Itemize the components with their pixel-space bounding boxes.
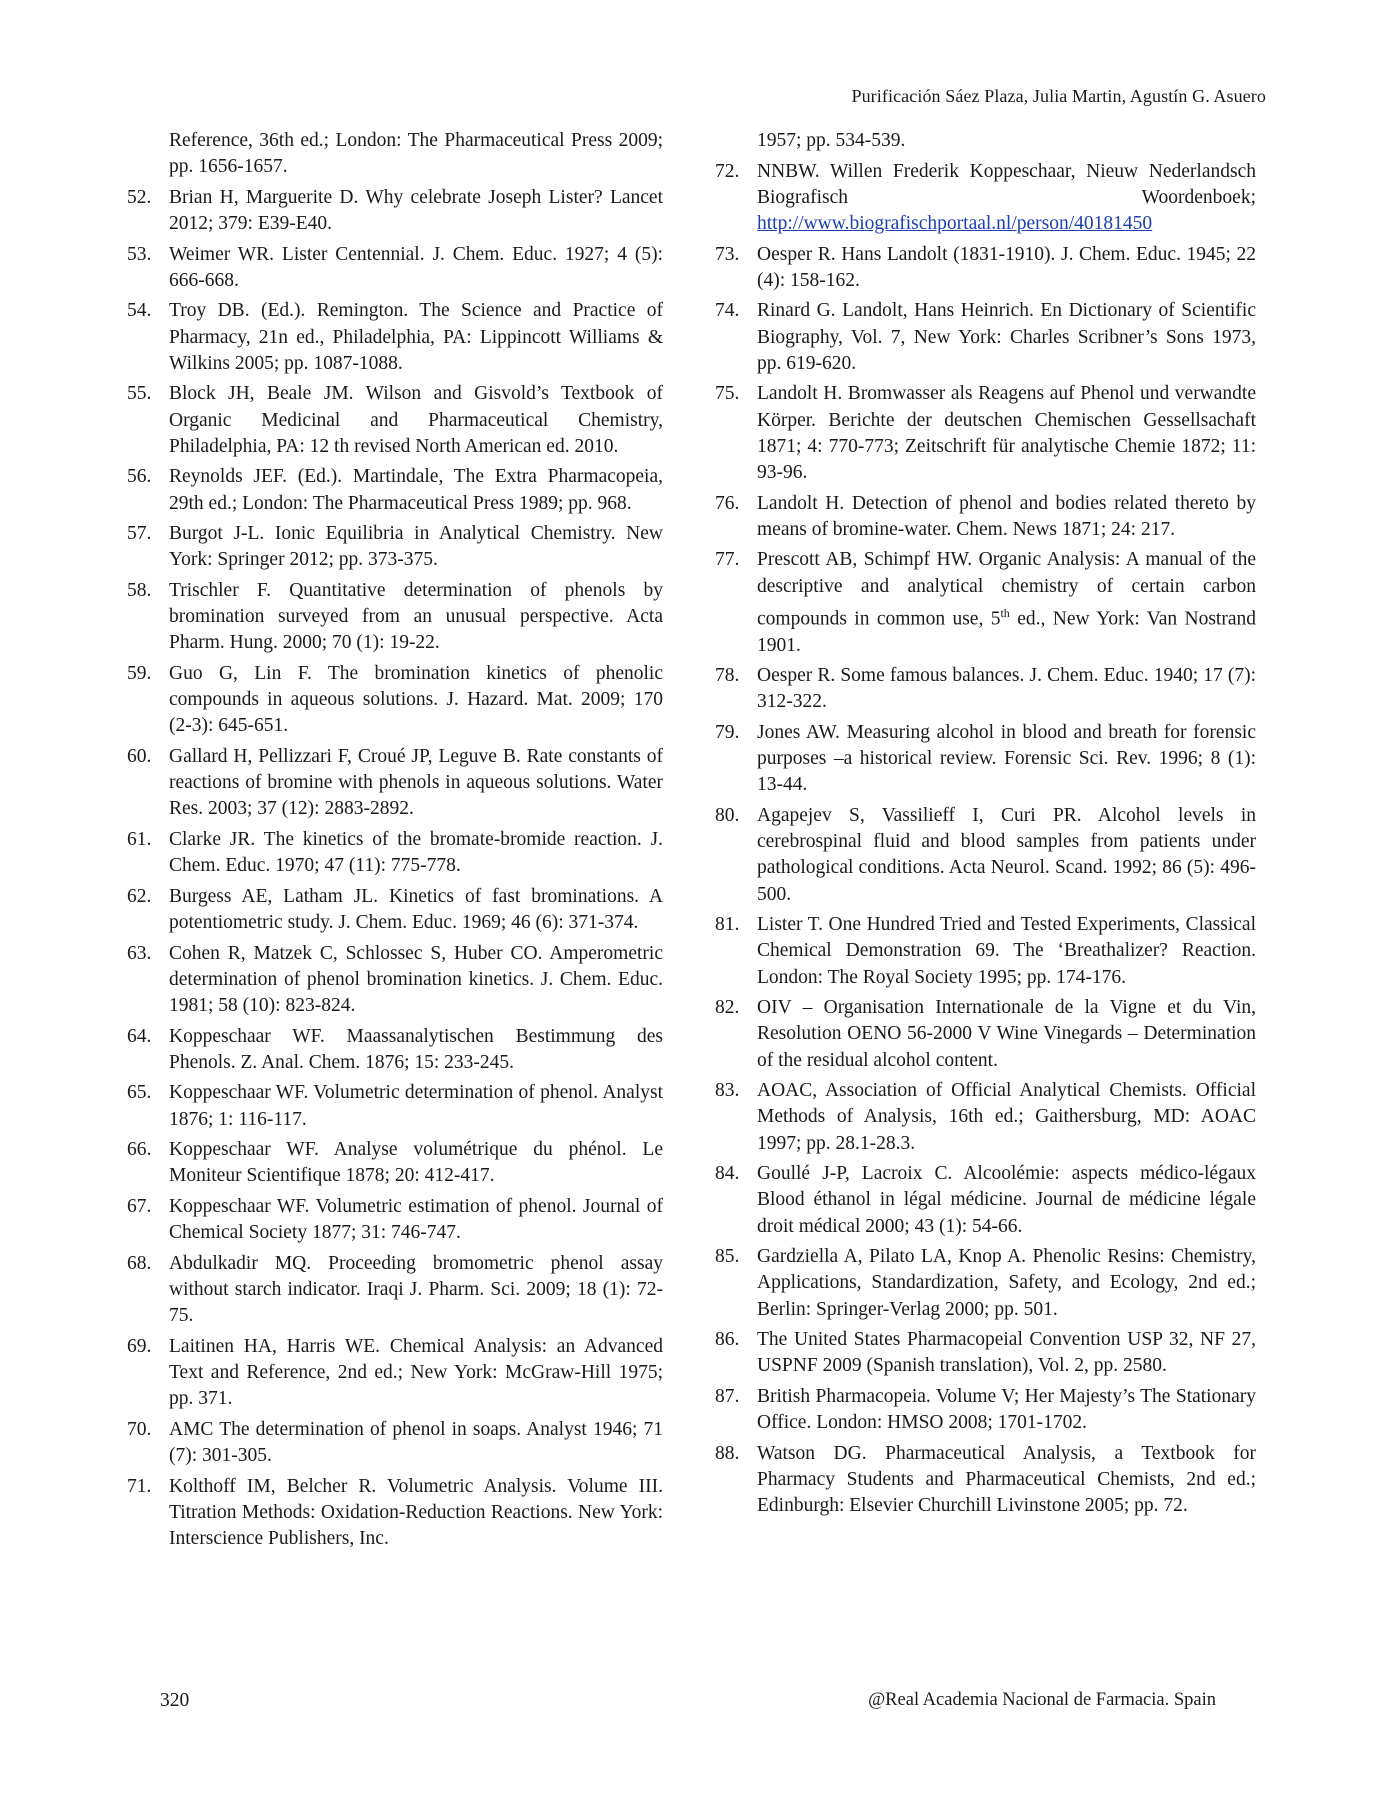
references-left-column bbox=[127, 128, 663, 1557]
references-right-column bbox=[715, 128, 1256, 1524]
reference-88 bbox=[715, 1441, 1256, 1520]
reference-58 bbox=[127, 578, 663, 657]
reference-63 bbox=[127, 941, 663, 1020]
reference-52 bbox=[127, 185, 663, 237]
reference-86 bbox=[715, 1327, 1256, 1379]
biografischportaal-link[interactable]: http://www.biografischportaal.nl/person/40181450 bbox=[757, 213, 1153, 234]
reference-number: 59. bbox=[127, 662, 152, 684]
reference-text: Weimer WR. Lister Centennial. J. Chem. Educ. 1927; 4 (5): 666-668. bbox=[169, 243, 663, 291]
reference-53 bbox=[127, 242, 663, 294]
reference-57 bbox=[127, 521, 663, 573]
reference-text: Oesper R. Some famous balances. J. Chem. Educ. 1940; 17 (7): 312-322. bbox=[757, 665, 1256, 713]
reference-text: Block JH, Beale JM. Wilson and Gisvold’s Textbook of Organic Medicinal and Pharmaceutical Chemistry, Philadelphia, PA: 12 th revised North American ed. 2010. bbox=[169, 383, 663, 457]
reference-text: Burgot J-L. Ionic Equilibria in Analytical Chemistry. New York: Springer 2012; pp. 373-375. bbox=[169, 523, 663, 571]
reference-text: Prescott AB, Schimpf HW. Organic Analysis: A manual of the descriptive and analytical chemistry of certain carbon compounds in common use, 5 bbox=[757, 549, 1256, 630]
reference-81 bbox=[715, 912, 1256, 991]
reference-number: 57. bbox=[127, 523, 152, 545]
reference-number: 71. bbox=[127, 1475, 152, 1497]
reference-text: Agapejev S, Vassilieff I, Curi PR. Alcohol levels in cerebrospinal fluid and blood samples from patients under pathological conditions. Acta Neurol. Scand. 1992; 86 (5): 496-500. bbox=[757, 804, 1256, 905]
superscript-th: th bbox=[1000, 605, 1010, 620]
reference-text: Cohen R, Matzek C, Schlossec S, Huber CO. Amperometric determination of phenol bromination kinetics. J. Chem. Educ. 1981; 58 (10): 823-824. bbox=[169, 942, 663, 1016]
reference-number: 68. bbox=[127, 1252, 152, 1274]
reference-71-continuation bbox=[715, 128, 1256, 154]
reference-number: 81. bbox=[715, 914, 740, 936]
reference-number: 54. bbox=[127, 300, 152, 322]
reference-number: 75. bbox=[715, 383, 740, 405]
reference-66 bbox=[127, 1137, 663, 1189]
reference-number: 61. bbox=[127, 828, 152, 850]
reference-51-continuation bbox=[127, 128, 663, 180]
reference-60 bbox=[127, 744, 663, 823]
reference-85 bbox=[715, 1244, 1256, 1323]
reference-83 bbox=[715, 1078, 1256, 1157]
reference-text: Gallard H, Pellizzari F, Croué JP, Leguve B. Rate constants of reactions of bromine with phenols in aqueous solutions. Water Res. 2003; 37 (12): 2883-2892. bbox=[169, 745, 663, 820]
reference-number: 85. bbox=[715, 1246, 740, 1268]
reference-69 bbox=[127, 1334, 663, 1413]
reference-73 bbox=[715, 242, 1256, 294]
reference-number: 70. bbox=[127, 1418, 152, 1440]
reference-text: AMC The determination of phenol in soaps. Analyst 1946; 71 (7): 301-305. bbox=[169, 1418, 663, 1466]
reference-number: 80. bbox=[715, 804, 740, 826]
reference-54 bbox=[127, 298, 663, 377]
reference-number: 63. bbox=[127, 942, 152, 964]
reference-text: OIV – Organisation Internationale de la Vigne et du Vin, Resolution OENO 56-2000 V Wine Vinegards – Determination of the residual alcohol content. bbox=[757, 997, 1256, 1071]
reference-61 bbox=[127, 827, 663, 879]
running-head-authors: Purificación Sáez Plaza, Julia Martin, Agustín G. Asuero bbox=[851, 86, 1266, 106]
reference-text: Kolthoff IM, Belcher R. Volumetric Analysis. Volume III. Titration Methods: Oxidation-Reduction Reactions. New York: Interscience Publishers, Inc. bbox=[169, 1475, 663, 1549]
reference-71 bbox=[127, 1474, 663, 1553]
reference-62 bbox=[127, 884, 663, 936]
reference-number: 77. bbox=[715, 549, 740, 571]
reference-number: 88. bbox=[715, 1442, 740, 1464]
page-number: 320 bbox=[160, 1690, 190, 1711]
reference-text: Lister T. One Hundred Tried and Tested Experiments, Classical Chemical Demonstration 69. The ‘Breathalizer? Reaction. London: The Royal Society 1995; pp. 174-176. bbox=[757, 914, 1256, 988]
reference-text: Gardziella A, Pilato LA, Knop A. Phenolic Resins: Chemistry, Applications, Standardization, Safety, and Ecology, 2nd ed.; Berlin: Springer-Verlag 2000; pp. 501. bbox=[757, 1246, 1256, 1320]
reference-text: Rinard G. Landolt, Hans Heinrich. En Dictionary of Scientific Biography, Vol. 7, New York: Charles Scribner’s Sons 1973, pp. 619-620. bbox=[757, 300, 1256, 374]
reference-number: 79. bbox=[715, 721, 740, 743]
reference-number: 69. bbox=[127, 1335, 152, 1357]
reference-number: 83. bbox=[715, 1080, 740, 1102]
reference-65 bbox=[127, 1080, 663, 1132]
reference-text: Reynolds JEF. (Ed.). Martindale, The Extra Pharmacopeia, 29th ed.; London: The Pharmaceutical Press 1989; pp. 968. bbox=[169, 466, 663, 514]
reference-number: 55. bbox=[127, 383, 152, 405]
reference-number: 67. bbox=[127, 1195, 152, 1217]
reference-number: 65. bbox=[127, 1082, 152, 1104]
reference-number: 52. bbox=[127, 186, 152, 208]
reference-67 bbox=[127, 1194, 663, 1246]
reference-text: Guo G, Lin F. The bromination kinetics of phenolic compounds in aqueous solutions. J. Hazard. Mat. 2009; 170 (2-3): 645-651. bbox=[169, 662, 663, 737]
reference-number: 87. bbox=[715, 1385, 740, 1407]
reference-87 bbox=[715, 1384, 1256, 1436]
reference-text: Watson DG. Pharmaceutical Analysis, a Textbook for Pharmacy Students and Pharmaceutical Chemists, 2nd ed.; Edinburgh: Elsevier Churchill Livinstone 2005; pp. 72. bbox=[757, 1442, 1256, 1517]
reference-number: 60. bbox=[127, 745, 152, 767]
reference-text: Trischler F. Quantitative determination of phenols by bromination surveyed from an unusual perspective. Acta Pharm. Hung. 2000; 70 (1): 19-22. bbox=[169, 579, 663, 654]
reference-77 bbox=[715, 547, 1256, 658]
reference-55 bbox=[127, 381, 663, 460]
reference-number: 53. bbox=[127, 243, 152, 265]
reference-text: Koppeschaar WF. Analyse volumétrique du phénol. Le Moniteur Scientifique 1878; 20: 412-417. bbox=[169, 1139, 663, 1187]
reference-68 bbox=[127, 1251, 663, 1330]
reference-70 bbox=[127, 1417, 663, 1469]
reference-number: 66. bbox=[127, 1139, 152, 1161]
publisher-footer: @Real Academia Nacional de Farmacia. Spain bbox=[868, 1690, 1216, 1710]
reference-text: Landolt H. Detection of phenol and bodies related thereto by means of bromine-water. Chem. News 1871; 24: 217. bbox=[757, 492, 1256, 540]
reference-text: NNBW. Willen Frederik Koppeschaar, Nieuw Nederlandsch Biografisch Woordenboek; bbox=[757, 160, 1256, 208]
reference-text: Brian H, Marguerite D. Why celebrate Joseph Lister? Lancet 2012; 379: E39-E40. bbox=[169, 186, 663, 234]
reference-number: 74. bbox=[715, 300, 740, 322]
reference-79 bbox=[715, 720, 1256, 799]
reference-74 bbox=[715, 298, 1256, 377]
reference-text: Burgess AE, Latham JL. Kinetics of fast brominations. A potentiometric study. J. Chem. Educ. 1969; 46 (6): 371-374. bbox=[169, 885, 663, 933]
reference-76 bbox=[715, 491, 1256, 543]
reference-text: Reference, 36th ed.; London: The Pharmaceutical Press 2009; pp. 1656-1657. bbox=[169, 130, 663, 178]
reference-text: The United States Pharmacopeial Convention USP 32, NF 27, USPNF 2009 (Spanish translation), Vol. 2, pp. 2580. bbox=[757, 1329, 1256, 1377]
reference-number: 73. bbox=[715, 243, 740, 265]
reference-84 bbox=[715, 1161, 1256, 1240]
reference-number: 76. bbox=[715, 492, 740, 514]
reference-text: Troy DB. (Ed.). Remington. The Science and Practice of Pharmacy, 21n ed., Philadelphia, PA: Lippincott Williams & Wilkins 2005; pp. 1087-1088. bbox=[169, 300, 663, 374]
reference-72 bbox=[715, 159, 1256, 238]
reference-text: Koppeschaar WF. Volumetric determination of phenol. Analyst 1876; 1: 116-117. bbox=[169, 1082, 663, 1130]
reference-number: 56. bbox=[127, 466, 152, 488]
reference-number: 62. bbox=[127, 885, 152, 907]
reference-56 bbox=[127, 464, 663, 516]
reference-number: 78. bbox=[715, 665, 740, 687]
reference-text: Goullé J-P, Lacroix C. Alcoolémie: aspects médico-légaux Blood éthanol in légal médicine. Journal de médicine légale droit médical 2000; 43 (1): 54-66. bbox=[757, 1163, 1256, 1237]
reference-text: Oesper R. Hans Landolt (1831-1910). J. Chem. Educ. 1945; 22 (4): 158-162. bbox=[757, 243, 1256, 291]
reference-number: 58. bbox=[127, 579, 152, 601]
reference-number: 86. bbox=[715, 1329, 740, 1351]
reference-text: British Pharmacopeia. Volume V; Her Majesty’s The Stationary Office. London: HMSO 2008; 1701-1702. bbox=[757, 1385, 1256, 1434]
reference-text: Clarke JR. The kinetics of the bromate-bromide reaction. J. Chem. Educ. 1970; 47 (11): 775-778. bbox=[169, 828, 663, 877]
reference-number: 64. bbox=[127, 1025, 152, 1047]
reference-64 bbox=[127, 1024, 663, 1076]
reference-59 bbox=[127, 661, 663, 740]
reference-78 bbox=[715, 663, 1256, 715]
reference-number: 82. bbox=[715, 997, 740, 1019]
reference-text: ed., New York: Van Nostrand 1901. bbox=[757, 608, 1256, 656]
reference-text: Koppeschaar WF. Volumetric estimation of phenol. Journal of Chemical Society 1877; 31: 746-747. bbox=[169, 1195, 663, 1244]
reference-text: AOAC, Association of Official Analytical Chemists. Official Methods of Analysis, 16th ed.; Gaithersburg, MD: AOAC 1997; pp. 28.1-28.3. bbox=[757, 1080, 1256, 1154]
reference-text: Jones AW. Measuring alcohol in blood and breath for forensic purposes –a historical review. Forensic Sci. Rev. 1996; 8 (1): 13-44. bbox=[757, 721, 1256, 796]
reference-75 bbox=[715, 381, 1256, 486]
reference-text: 1957; pp. 534-539. bbox=[757, 130, 906, 151]
reference-text: Laitinen HA, Harris WE. Chemical Analysis: an Advanced Text and Reference, 2nd ed.; New York: McGraw-Hill 1975; pp. 371. bbox=[169, 1335, 663, 1410]
reference-82 bbox=[715, 995, 1256, 1074]
reference-80 bbox=[715, 803, 1256, 908]
reference-text: Koppeschaar WF. Maassanalytischen Bestimmung des Phenols. Z. Anal. Chem. 1876; 15: 233-245. bbox=[169, 1025, 663, 1073]
reference-text: Landolt H. Bromwasser als Reagens auf Phenol und verwandte Körper. Berichte der deutschen Chemischen Gessellsachaft 1871; 4: 770-773; Zeitschrift für analytische Chemie 1872; 11: 93-96. bbox=[757, 383, 1256, 483]
reference-number: 72. bbox=[715, 160, 740, 182]
reference-text: Abdulkadir MQ. Proceeding bromometric phenol assay without starch indicator. Iraqi J. Pharm. Sci. 2009; 18 (1): 72-75. bbox=[169, 1252, 663, 1327]
reference-number: 84. bbox=[715, 1163, 740, 1185]
